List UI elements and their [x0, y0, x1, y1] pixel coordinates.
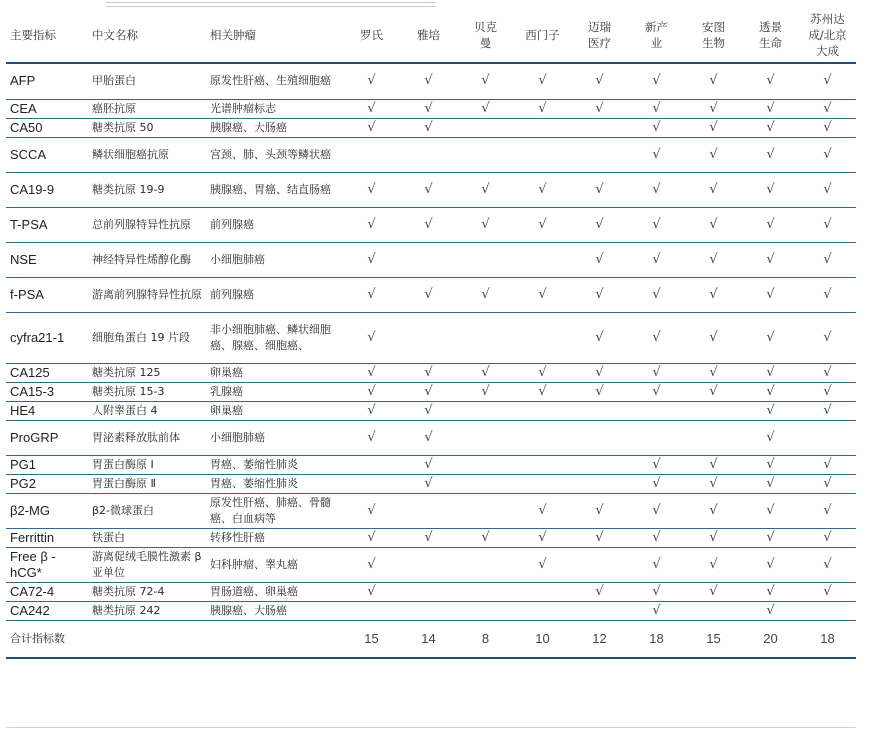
total-count: 18: [799, 620, 856, 658]
check-mark: √: [799, 474, 856, 493]
check-mark: √: [685, 118, 742, 137]
empty-cell: [571, 420, 628, 455]
check-mark: √: [514, 382, 571, 401]
check-mark: √: [685, 172, 742, 207]
check-mark: √: [400, 172, 457, 207]
empty-cell: [457, 242, 514, 277]
empty-cell: [571, 455, 628, 474]
related-tumor-cell: 光谱肿瘤标志: [206, 99, 343, 118]
check-mark: √: [571, 582, 628, 601]
table-row: [6, 63, 856, 99]
total-count: 14: [400, 620, 457, 658]
indicator-cell: HE4: [6, 401, 88, 420]
check-mark: √: [742, 528, 799, 547]
check-mark: √: [343, 582, 400, 601]
check-mark: √: [628, 493, 685, 528]
check-mark: √: [628, 242, 685, 277]
table-row: [6, 363, 856, 382]
check-mark: √: [628, 277, 685, 312]
check-mark: √: [514, 172, 571, 207]
header-related-tumor: 相关肿瘤: [206, 7, 343, 63]
check-mark: √: [457, 172, 514, 207]
table-row: [6, 582, 856, 601]
empty-cell: [571, 118, 628, 137]
check-mark: √: [400, 420, 457, 455]
check-mark: √: [685, 99, 742, 118]
chinese-name-cell: 糖类抗原 72-4: [88, 582, 206, 601]
tumor-marker-table-wrap: [6, 0, 856, 659]
table-body: [6, 63, 856, 658]
chinese-name-cell: 胃蛋白酶原 Ⅰ: [88, 455, 206, 474]
header-company: 西门子: [514, 7, 571, 63]
chinese-name-cell: 鳞状细胞癌抗原: [88, 137, 206, 172]
total-row: [6, 620, 856, 658]
empty-cell: [571, 401, 628, 420]
check-mark: √: [685, 277, 742, 312]
empty-cell: [571, 474, 628, 493]
empty-cell: [514, 582, 571, 601]
empty-cell: [571, 601, 628, 620]
empty-cell: [457, 601, 514, 620]
check-mark: √: [457, 207, 514, 242]
check-mark: √: [514, 63, 571, 99]
check-mark: √: [571, 528, 628, 547]
related-tumor-cell: 前列腺癌: [206, 277, 343, 312]
check-mark: √: [799, 99, 856, 118]
chinese-name-cell: 癌胚抗原: [88, 99, 206, 118]
indicator-cell: T-PSA: [6, 207, 88, 242]
header-company: 苏州达成/北京大成: [799, 7, 856, 63]
related-tumor-cell: 小细胞肺癌: [206, 420, 343, 455]
check-mark: √: [742, 277, 799, 312]
check-mark: √: [571, 382, 628, 401]
chinese-name-cell: 胃蛋白酶原 Ⅱ: [88, 474, 206, 493]
check-mark: √: [799, 207, 856, 242]
check-mark: √: [400, 63, 457, 99]
related-tumor-cell: 转移性肝癌: [206, 528, 343, 547]
check-mark: √: [742, 312, 799, 363]
chinese-name-cell: 糖类抗原 15-3: [88, 382, 206, 401]
empty-cell: [343, 474, 400, 493]
check-mark: √: [628, 118, 685, 137]
indicator-cell: ProGRP: [6, 420, 88, 455]
check-mark: √: [343, 312, 400, 363]
related-tumor-cell: 妇科肿瘤、睾丸癌: [206, 547, 343, 582]
check-mark: √: [742, 382, 799, 401]
empty-cell: [628, 420, 685, 455]
check-mark: √: [742, 420, 799, 455]
empty-cell: [457, 474, 514, 493]
header-company: 透景生命: [742, 7, 799, 63]
related-tumor-cell: 宫颈、肺、头颈等鳞状癌: [206, 137, 343, 172]
table-row: [6, 382, 856, 401]
chinese-name-cell: 神经特异性烯醇化酶: [88, 242, 206, 277]
check-mark: √: [799, 63, 856, 99]
check-mark: √: [343, 401, 400, 420]
related-tumor-cell: 前列腺癌: [206, 207, 343, 242]
chinese-name-cell: 甲胎蛋白: [88, 63, 206, 99]
total-count: 8: [457, 620, 514, 658]
check-mark: √: [742, 242, 799, 277]
indicator-cell: CA72-4: [6, 582, 88, 601]
header-indicator: 主要指标: [6, 7, 88, 63]
check-mark: √: [400, 277, 457, 312]
check-mark: √: [799, 363, 856, 382]
empty-cell: [457, 493, 514, 528]
check-mark: √: [799, 382, 856, 401]
indicator-cell: CA19-9: [6, 172, 88, 207]
check-mark: √: [400, 363, 457, 382]
empty-cell: [457, 420, 514, 455]
check-mark: √: [742, 118, 799, 137]
check-mark: √: [343, 528, 400, 547]
check-mark: √: [628, 474, 685, 493]
empty-cell: [343, 137, 400, 172]
empty-cell: [457, 401, 514, 420]
indicator-cell: Free β -hCG*: [6, 547, 88, 582]
check-mark: √: [343, 277, 400, 312]
check-mark: √: [571, 312, 628, 363]
header-company: 安图生物: [685, 7, 742, 63]
table-row: [6, 207, 856, 242]
check-mark: √: [571, 63, 628, 99]
check-mark: √: [400, 118, 457, 137]
check-mark: √: [571, 277, 628, 312]
empty-cell: [571, 137, 628, 172]
check-mark: √: [799, 277, 856, 312]
table-row: [6, 547, 856, 582]
check-mark: √: [685, 137, 742, 172]
table-row: [6, 401, 856, 420]
indicator-cell: SCCA: [6, 137, 88, 172]
check-mark: √: [799, 493, 856, 528]
empty-cell: [514, 118, 571, 137]
check-mark: √: [343, 242, 400, 277]
check-mark: √: [457, 528, 514, 547]
check-mark: √: [457, 63, 514, 99]
table-row: [6, 172, 856, 207]
empty-cell: [400, 242, 457, 277]
check-mark: √: [742, 493, 799, 528]
header-company: 罗氏: [343, 7, 400, 63]
check-mark: √: [343, 63, 400, 99]
check-mark: √: [457, 277, 514, 312]
related-tumor-cell: 卵巢癌: [206, 363, 343, 382]
total-count: 10: [514, 620, 571, 658]
empty-cell: [400, 312, 457, 363]
table-row: [6, 420, 856, 455]
check-mark: √: [400, 207, 457, 242]
check-mark: √: [742, 601, 799, 620]
check-mark: √: [685, 455, 742, 474]
check-mark: √: [571, 207, 628, 242]
table-row: [6, 312, 856, 363]
check-mark: √: [799, 312, 856, 363]
empty-cell: [400, 137, 457, 172]
indicator-cell: f-PSA: [6, 277, 88, 312]
check-mark: √: [400, 455, 457, 474]
check-mark: √: [685, 382, 742, 401]
chinese-name-cell: 人附睾蛋白 4: [88, 401, 206, 420]
check-mark: √: [343, 363, 400, 382]
related-tumor-cell: 胃肠道癌、卵巢癌: [206, 582, 343, 601]
empty-cell: [514, 312, 571, 363]
empty-cell: [457, 137, 514, 172]
related-tumor-cell: 胰腺癌、大肠癌: [206, 601, 343, 620]
header-chinese-name: 中文名称: [88, 7, 206, 63]
related-tumor-cell: 乳腺癌: [206, 382, 343, 401]
header-row: [6, 7, 856, 63]
indicator-cell: PG1: [6, 455, 88, 474]
chinese-name-cell: 铁蛋白: [88, 528, 206, 547]
check-mark: √: [742, 582, 799, 601]
check-mark: √: [685, 474, 742, 493]
check-mark: √: [571, 242, 628, 277]
check-mark: √: [628, 207, 685, 242]
check-mark: √: [343, 118, 400, 137]
empty-cell: [685, 420, 742, 455]
check-mark: √: [628, 172, 685, 207]
check-mark: √: [400, 474, 457, 493]
indicator-cell: PG2: [6, 474, 88, 493]
check-mark: √: [799, 401, 856, 420]
check-mark: √: [400, 401, 457, 420]
check-mark: √: [514, 528, 571, 547]
empty-cell: [514, 401, 571, 420]
check-mark: √: [628, 601, 685, 620]
indicator-cell: CA50: [6, 118, 88, 137]
check-mark: √: [514, 493, 571, 528]
indicator-cell: NSE: [6, 242, 88, 277]
empty-cell: [514, 137, 571, 172]
related-tumor-cell: 非小细胞肺癌、鳞状细胞癌、腺癌、细胞癌、: [206, 312, 343, 363]
total-count: 12: [571, 620, 628, 658]
empty-cell: [400, 547, 457, 582]
chinese-name-cell: 总前列腺特异性抗原: [88, 207, 206, 242]
check-mark: √: [742, 401, 799, 420]
empty-cell: [685, 601, 742, 620]
empty-cell: [400, 582, 457, 601]
empty-cell: [400, 493, 457, 528]
chinese-name-cell: 细胞角蛋白 19 片段: [88, 312, 206, 363]
related-tumor-cell: 卵巢癌: [206, 401, 343, 420]
check-mark: √: [514, 99, 571, 118]
check-mark: √: [457, 363, 514, 382]
indicator-cell: CA242: [6, 601, 88, 620]
check-mark: √: [628, 99, 685, 118]
check-mark: √: [628, 137, 685, 172]
check-mark: √: [400, 99, 457, 118]
check-mark: √: [742, 547, 799, 582]
chinese-name-cell: 糖类抗原 125: [88, 363, 206, 382]
check-mark: √: [685, 547, 742, 582]
empty-cell: [514, 242, 571, 277]
check-mark: √: [457, 99, 514, 118]
check-mark: √: [799, 137, 856, 172]
check-mark: √: [628, 528, 685, 547]
empty-cell: [799, 420, 856, 455]
indicator-cell: β2-MG: [6, 493, 88, 528]
related-tumor-cell: 原发性肝癌、肺癌、骨髓癌、白血病等: [206, 493, 343, 528]
check-mark: √: [628, 582, 685, 601]
empty-cell: [343, 601, 400, 620]
related-tumor-cell: 胰腺癌、胃癌、结直肠癌: [206, 172, 343, 207]
check-mark: √: [628, 547, 685, 582]
indicator-cell: CA125: [6, 363, 88, 382]
total-count: 15: [685, 620, 742, 658]
check-mark: √: [799, 118, 856, 137]
table-row: [6, 137, 856, 172]
indicator-cell: CA15-3: [6, 382, 88, 401]
empty-cell: [457, 547, 514, 582]
table-row: [6, 601, 856, 620]
indicator-cell: CEA: [6, 99, 88, 118]
check-mark: √: [685, 207, 742, 242]
check-mark: √: [799, 242, 856, 277]
check-mark: √: [742, 207, 799, 242]
check-mark: √: [400, 382, 457, 401]
check-mark: √: [685, 242, 742, 277]
empty-cell: [514, 601, 571, 620]
check-mark: √: [571, 172, 628, 207]
check-mark: √: [514, 277, 571, 312]
check-mark: √: [685, 63, 742, 99]
empty-cell: [400, 601, 457, 620]
chinese-name-cell: β2-微球蛋白: [88, 493, 206, 528]
empty-cell: [88, 620, 206, 658]
table-row: [6, 99, 856, 118]
empty-cell: [514, 420, 571, 455]
header-company: 新产业: [628, 7, 685, 63]
check-mark: √: [742, 63, 799, 99]
empty-cell: [343, 455, 400, 474]
check-mark: √: [343, 207, 400, 242]
header-company: 迈瑞医疗: [571, 7, 628, 63]
bottom-divider: [6, 727, 856, 732]
related-tumor-cell: 胃癌、萎缩性肺炎: [206, 455, 343, 474]
check-mark: √: [742, 172, 799, 207]
related-tumor-cell: 原发性肝癌、生殖细胞癌: [206, 63, 343, 99]
empty-cell: [457, 118, 514, 137]
chinese-name-cell: 胃泌素释放肽前体: [88, 420, 206, 455]
empty-cell: [457, 455, 514, 474]
empty-cell: [206, 620, 343, 658]
table-row: [6, 474, 856, 493]
top-divider: [106, 2, 436, 7]
header-company: 贝克曼: [457, 7, 514, 63]
check-mark: √: [514, 207, 571, 242]
check-mark: √: [343, 493, 400, 528]
empty-cell: [571, 547, 628, 582]
related-tumor-cell: 胰腺癌、大肠癌: [206, 118, 343, 137]
check-mark: √: [628, 312, 685, 363]
table-row: [6, 242, 856, 277]
check-mark: √: [685, 312, 742, 363]
total-count: 15: [343, 620, 400, 658]
check-mark: √: [799, 172, 856, 207]
check-mark: √: [571, 99, 628, 118]
empty-cell: [457, 582, 514, 601]
check-mark: √: [343, 382, 400, 401]
check-mark: √: [457, 382, 514, 401]
table-row: [6, 493, 856, 528]
check-mark: √: [514, 363, 571, 382]
total-count: 18: [628, 620, 685, 658]
check-mark: √: [685, 493, 742, 528]
related-tumor-cell: 小细胞肺癌: [206, 242, 343, 277]
check-mark: √: [799, 547, 856, 582]
empty-cell: [514, 474, 571, 493]
chinese-name-cell: 游离促绒毛膜性激素 β 亚单位: [88, 547, 206, 582]
check-mark: √: [628, 382, 685, 401]
check-mark: √: [343, 172, 400, 207]
check-mark: √: [742, 455, 799, 474]
check-mark: √: [685, 363, 742, 382]
indicator-cell: cyfra21-1: [6, 312, 88, 363]
indicator-cell: Ferrittin: [6, 528, 88, 547]
check-mark: √: [685, 582, 742, 601]
empty-cell: [628, 401, 685, 420]
related-tumor-cell: 胃癌、萎缩性肺炎: [206, 474, 343, 493]
check-mark: √: [799, 582, 856, 601]
check-mark: √: [571, 493, 628, 528]
total-label: 合计指标数: [6, 620, 88, 658]
check-mark: √: [628, 63, 685, 99]
check-mark: √: [628, 363, 685, 382]
check-mark: √: [742, 99, 799, 118]
empty-cell: [457, 312, 514, 363]
check-mark: √: [742, 474, 799, 493]
empty-cell: [514, 455, 571, 474]
tumor-marker-table: [6, 7, 856, 659]
check-mark: √: [799, 528, 856, 547]
table-row: [6, 455, 856, 474]
chinese-name-cell: 糖类抗原 242: [88, 601, 206, 620]
check-mark: √: [343, 99, 400, 118]
chinese-name-cell: 糖类抗原 19-9: [88, 172, 206, 207]
header-company: 雅培: [400, 7, 457, 63]
table-row: [6, 277, 856, 312]
check-mark: √: [799, 455, 856, 474]
table-row: [6, 528, 856, 547]
check-mark: √: [343, 547, 400, 582]
empty-cell: [685, 401, 742, 420]
empty-cell: [799, 601, 856, 620]
chinese-name-cell: 游离前列腺特异性抗原: [88, 277, 206, 312]
check-mark: √: [685, 528, 742, 547]
indicator-cell: AFP: [6, 63, 88, 99]
check-mark: √: [571, 363, 628, 382]
check-mark: √: [400, 528, 457, 547]
total-count: 20: [742, 620, 799, 658]
check-mark: √: [514, 547, 571, 582]
table-row: [6, 118, 856, 137]
check-mark: √: [343, 420, 400, 455]
check-mark: √: [628, 455, 685, 474]
check-mark: √: [742, 363, 799, 382]
chinese-name-cell: 糖类抗原 50: [88, 118, 206, 137]
check-mark: √: [742, 137, 799, 172]
